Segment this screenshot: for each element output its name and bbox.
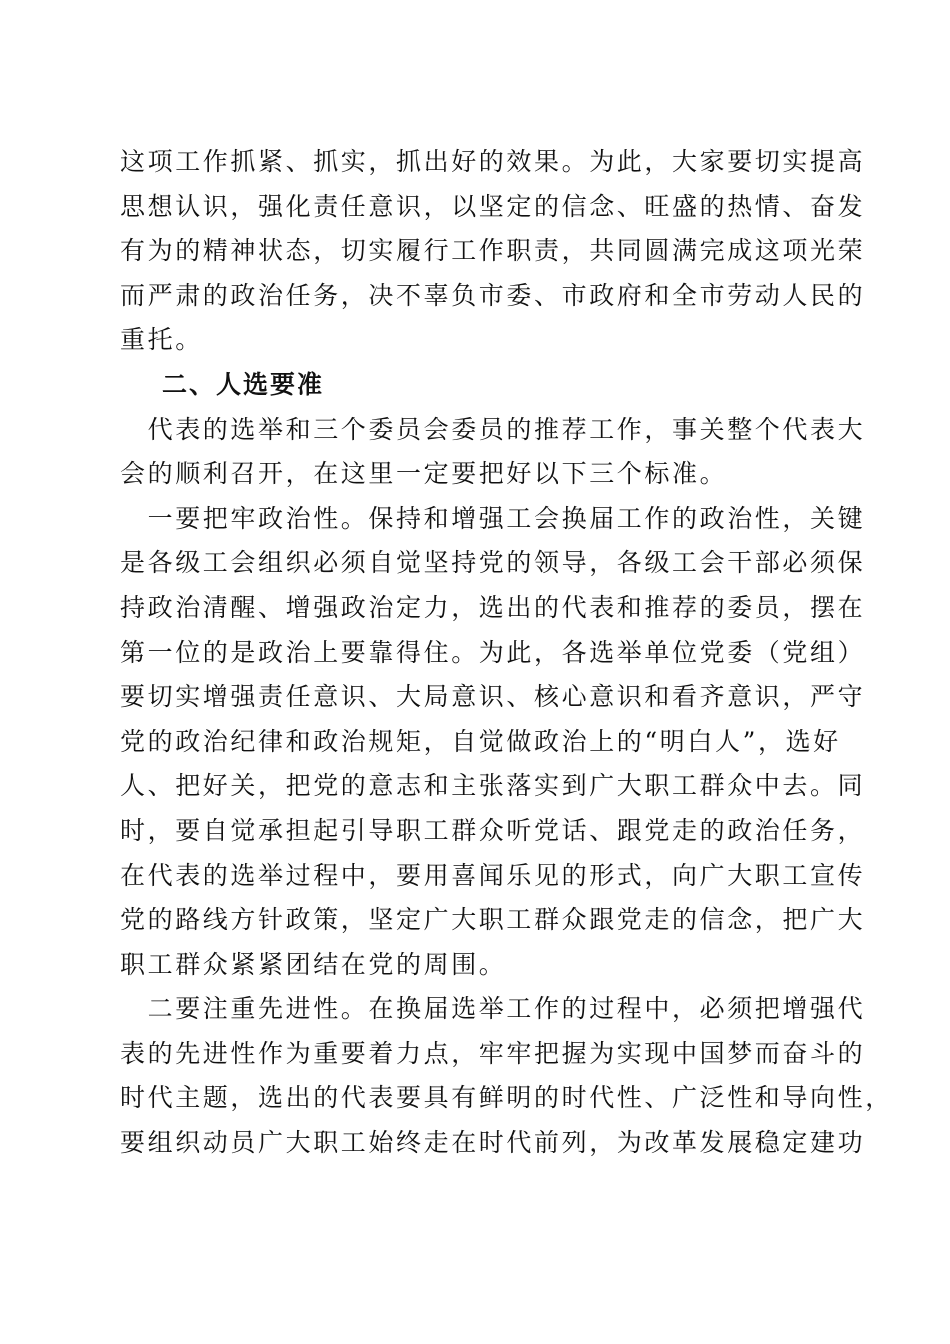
body-line: 时，要自觉承担起引导职工群众听党话、跟党走的政治任务， [120,815,866,845]
body-line: 会的顺利召开，在这里一定要把好以下三个标准。 [120,459,728,489]
body-line: 人、把好关，把党的意志和主张落实到广大职工群众中去。同 [120,771,866,801]
body-line: 代表的选举和三个委员会委员的推荐工作，事关整个代表大 [120,414,866,444]
body-line: 要切实增强责任意识、大局意识、核心意识和看齐意识，严守 [120,682,866,712]
body-line: 党的路线方针政策，坚定广大职工群众跟党走的信念，把广大 [120,905,866,935]
section-heading: 二、人选要准 [162,369,325,399]
body-line: 第一位的是政治上要靠得住。为此，各选举单位党委（党组） [120,637,866,667]
body-line: 要组织动员广大职工始终走在时代前列，为改革发展稳定建功 [120,1128,866,1158]
body-line: 职工群众紧紧团结在党的周围。 [120,949,507,979]
document-body [120,140,893,1166]
body-line: 时代主题，选出的代表要具有鲜明的时代性、广泛性和导向性， [120,1083,893,1113]
body-line: 是各级工会组织必须自觉坚持党的领导，各级工会干部必须保 [120,548,866,578]
body-line: 这项工作抓紧、抓实，抓出好的效果。为此，大家要切实提高 [120,147,866,176]
body-line: 在代表的选举过程中，要用喜闻乐见的形式，向广大职工宣传 [120,860,866,890]
body-line: 而严肃的政治任务，决不辜负市委、市政府和全市劳动人民的 [120,280,866,310]
body-line: 重托。 [120,325,203,355]
body-line: 持政治清醒、增强政治定力，选出的代表和推荐的委员，摆在 [120,592,866,622]
body-line: 一要把牢政治性。保持和增强工会换届工作的政治性，关键 [120,503,866,533]
body-line: 有为的精神状态，切实履行工作职责，共同圆满完成这项光荣 [120,236,866,266]
body-line: 二要注重先进性。在换届选举工作的过程中，必须把增强代 [120,994,866,1024]
body-line: 思想认识，强化责任意识，以坚定的信念、旺盛的热情、奋发 [120,191,866,221]
body-line: 表的先进性作为重要着力点，牢牢把握为实现中国梦而奋斗的 [120,1038,866,1068]
body-line: 党的政治纪律和政治规矩，自觉做政治上的“明白人”，选好 [120,726,841,756]
